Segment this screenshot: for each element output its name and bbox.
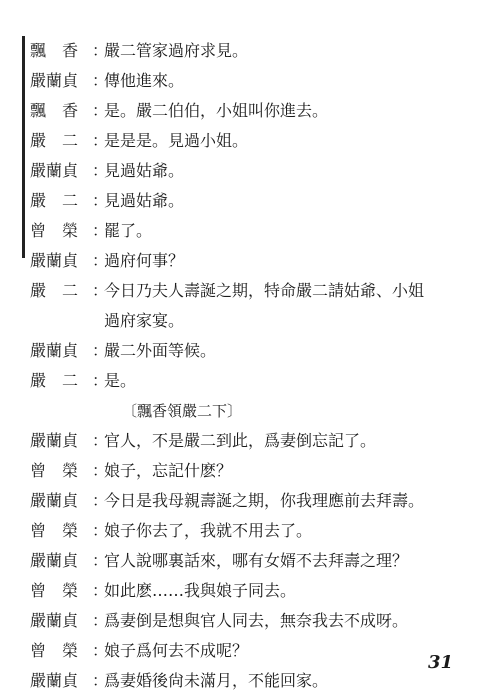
speaker-colon: ： [92,611,109,630]
dialogue-line [30,366,480,396]
speaker-colon: ： [92,281,109,300]
stage-direction-text: 〔飄香領嚴二下〕 [122,402,243,420]
script-lines [30,36,480,696]
dialogue-line [30,336,480,366]
speaker-colon: ： [92,641,109,660]
dialogue-continuation [30,306,480,336]
speech-text: 爲妻倒是想與官人同去，無奈我去不成呀。 [104,611,409,630]
dialogue-line [30,636,480,666]
speaker-colon: ： [92,671,109,690]
speech-text: 見過姑爺。 [104,191,185,210]
speech-text: 今日乃夫人壽誕之期，特命嚴二請姑爺、小姐 [104,281,425,300]
speech-text: 罷了。 [104,221,153,240]
speaker-name: 嚴 二 [30,371,79,390]
speech-text: 嚴二管家過府求見。 [104,41,249,60]
dialogue-line [30,276,480,306]
speaker-colon: ： [92,101,109,120]
dialogue-line [30,36,480,66]
speaker-name: 曾 榮 [30,521,79,540]
page-number: 31 [428,652,454,673]
speaker-name: 嚴 二 [30,281,79,300]
speech-text: 嚴二外面等候。 [104,341,217,360]
speaker-name: 嚴蘭貞 [30,431,79,450]
dialogue-line [30,186,480,216]
dialogue-line [30,486,480,516]
speaker-name: 嚴蘭貞 [30,71,79,90]
speech-text: 娘子爲何去不成呢？ [104,641,249,660]
speech-text: 是。嚴二伯伯，小姐叫你進去。 [104,101,329,120]
speech-text: 如此麽……我與娘子同去。 [104,581,297,600]
speech-text: 過府何事？ [104,251,185,270]
stage-direction [30,396,480,426]
dialogue-line [30,456,480,486]
speaker-name: 曾 榮 [30,221,79,240]
speech-text: 過府家宴。 [104,311,185,330]
speech-text: 娘子，忘記什麽？ [104,461,233,480]
dialogue-line [30,216,480,246]
dialogue-line [30,666,480,696]
speech-text: 爲妻婚後尙未滿月，不能回家。 [104,671,329,690]
speaker-colon: ： [92,491,109,510]
speaker-name: 嚴蘭貞 [30,671,79,690]
speaker-name: 曾 榮 [30,641,79,660]
speaker-name: 嚴蘭貞 [30,251,79,270]
speaker-colon: ： [92,581,109,600]
dialogue-line [30,246,480,276]
speaker-name: 飄 香 [30,41,79,60]
speech-text: 官人，不是嚴二到此，爲妻倒忘記了。 [104,431,377,450]
dialogue-line [30,96,480,126]
dialogue-line [30,126,480,156]
speaker-name: 嚴蘭貞 [30,611,79,630]
speaker-name: 曾 榮 [30,581,79,600]
dialogue-line [30,426,480,456]
speech-text: 是是是。見過小姐。 [104,131,249,150]
speech-text: 今日是我母親壽誕之期，你我理應前去拜壽。 [104,491,425,510]
dialogue-line [30,576,480,606]
speaker-name: 嚴蘭貞 [30,341,79,360]
speaker-name: 嚴蘭貞 [30,551,79,570]
dialogue-line [30,516,480,546]
speaker-name: 嚴 二 [30,131,79,150]
speaker-colon: ： [92,551,109,570]
speaker-name: 嚴蘭貞 [30,491,79,510]
speaker-colon: ： [92,521,109,540]
speaker-colon: ： [92,41,109,60]
speaker-name: 曾 榮 [30,461,79,480]
speaker-colon: ： [92,431,109,450]
speaker-colon: ： [92,461,109,480]
dialogue-line [30,66,480,96]
speech-text: 是。 [104,371,137,390]
binding-edge [22,36,25,258]
dialogue-line [30,546,480,576]
speaker-colon: ： [92,341,109,360]
speaker-colon: ： [92,251,109,270]
speaker-name: 嚴蘭貞 [30,161,79,180]
speech-text: 傳他進來。 [104,71,185,90]
speaker-colon: ： [92,161,109,180]
speaker-colon: ： [92,371,109,390]
dialogue-line [30,156,480,186]
speaker-colon: ： [92,71,109,90]
speech-text: 娘子你去了，我就不用去了。 [104,521,313,540]
speech-text: 見過姑爺。 [104,161,185,180]
dialogue-line [30,606,480,636]
speech-text: 官人說哪裏話來，哪有女婿不去拜壽之理？ [104,551,409,570]
speaker-colon: ： [92,131,109,150]
speaker-name: 嚴 二 [30,191,79,210]
speaker-colon: ： [92,221,109,240]
speaker-colon: ： [92,191,109,210]
speaker-name: 飄 香 [30,101,79,120]
